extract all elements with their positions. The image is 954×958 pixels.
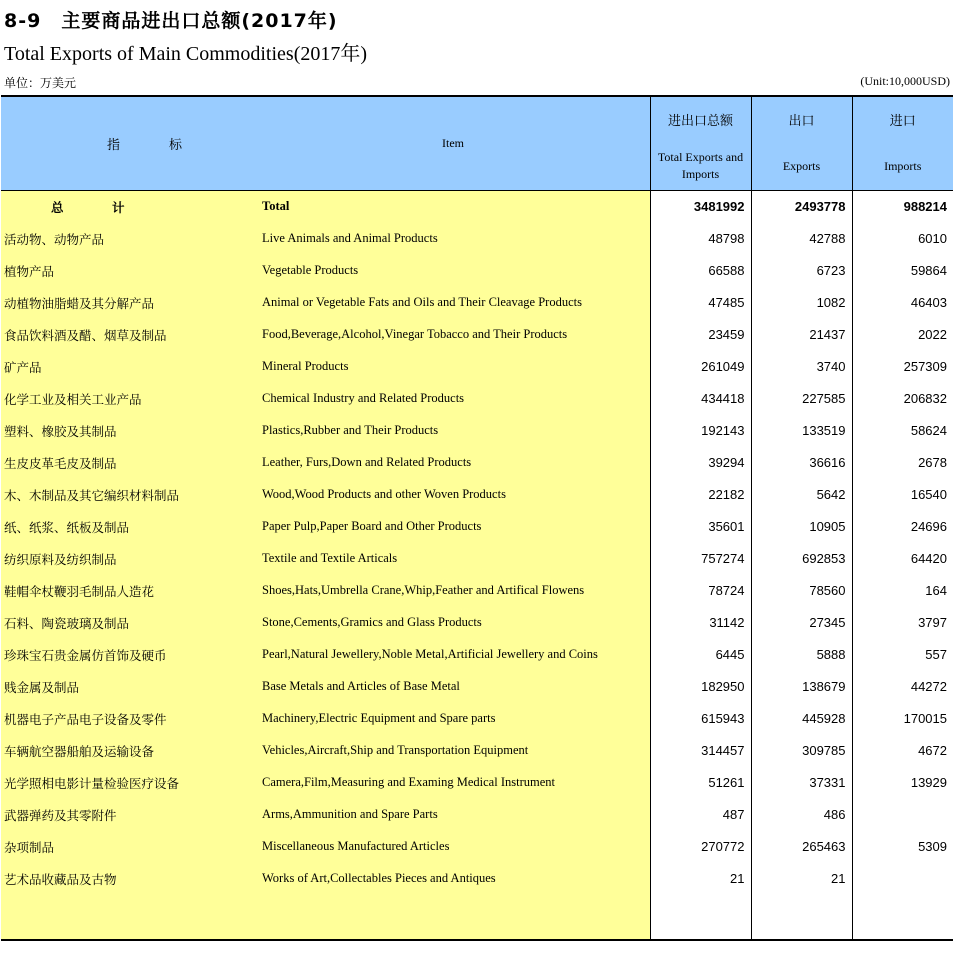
cell-total: 39294 bbox=[650, 447, 751, 479]
filler-cell bbox=[650, 895, 751, 940]
table-body bbox=[1, 190, 953, 940]
cell-imports: 3797 bbox=[852, 607, 953, 639]
cell-exports: 21437 bbox=[751, 319, 852, 351]
row-label-cn: 珍珠宝石贵金属仿首饰及硬币 bbox=[1, 639, 260, 671]
cell-imports: 4672 bbox=[852, 735, 953, 767]
table-row bbox=[1, 255, 953, 287]
table-row bbox=[1, 351, 953, 383]
cell-total: 757274 bbox=[650, 543, 751, 575]
cell-total: 51261 bbox=[650, 767, 751, 799]
row-label-cn: 艺术品收藏品及古物 bbox=[1, 863, 260, 895]
table-row bbox=[1, 319, 953, 351]
row-label-cn: 贱金属及制品 bbox=[1, 671, 260, 703]
row-label-en: Food,Beverage,Alcohol,Vinegar Tobacco and Their Products bbox=[260, 319, 650, 351]
cell-exports: 78560 bbox=[751, 575, 852, 607]
row-label-en: Animal or Vegetable Fats and Oils and Their Cleavage Products bbox=[260, 287, 650, 319]
row-label-en: Machinery,Electric Equipment and Spare parts bbox=[260, 703, 650, 735]
cell-total: 314457 bbox=[650, 735, 751, 767]
table-row bbox=[1, 543, 953, 575]
column-header-exports-en: Exports bbox=[782, 158, 821, 173]
row-label-cn: 鞋帽伞杖鞭羽毛制品人造花 bbox=[1, 575, 260, 607]
cell-exports: 6723 bbox=[751, 255, 852, 287]
cell-imports: 988214 bbox=[852, 190, 953, 223]
cell-exports: 3740 bbox=[751, 351, 852, 383]
row-label-cn: 纺织原料及纺织制品 bbox=[1, 543, 260, 575]
row-label-en: Base Metals and Articles of Base Metal bbox=[260, 671, 650, 703]
table-row bbox=[1, 607, 953, 639]
column-header-item: Item bbox=[260, 96, 650, 190]
cell-imports: 44272 bbox=[852, 671, 953, 703]
commodities-table bbox=[1, 95, 953, 941]
cell-total: 48798 bbox=[650, 223, 751, 255]
cell-imports: 24696 bbox=[852, 511, 953, 543]
filler-cell bbox=[260, 895, 650, 940]
page-title-en: Total Exports of Main Commodities(2017年) bbox=[4, 43, 368, 65]
cell-imports: 2022 bbox=[852, 319, 953, 351]
table-row bbox=[1, 799, 953, 831]
cell-total: 261049 bbox=[650, 351, 751, 383]
row-label-cn: 总 计 bbox=[1, 190, 260, 223]
table-row bbox=[1, 767, 953, 799]
row-label-cn: 石料、陶瓷玻璃及制品 bbox=[1, 607, 260, 639]
row-label-en: Pearl,Natural Jewellery,Noble Metal,Artificial Jewellery and Coins bbox=[260, 639, 650, 671]
cell-total: 6445 bbox=[650, 639, 751, 671]
cell-exports: 36616 bbox=[751, 447, 852, 479]
row-label-en: Textile and Textile Articals bbox=[260, 543, 650, 575]
table-row bbox=[1, 223, 953, 255]
row-label-en: Live Animals and Animal Products bbox=[260, 223, 650, 255]
unit-label-cn: 单位：万美元 bbox=[4, 76, 77, 90]
table-filler-row bbox=[1, 895, 953, 940]
cell-exports: 486 bbox=[751, 799, 852, 831]
column-header-total-en: Total Exports and Imports bbox=[657, 150, 744, 182]
cell-total: 47485 bbox=[650, 287, 751, 319]
cell-exports: 309785 bbox=[751, 735, 852, 767]
column-header-indicator: 指 标 bbox=[1, 96, 260, 190]
table-row bbox=[1, 287, 953, 319]
cell-imports bbox=[852, 799, 953, 831]
table-header bbox=[1, 96, 953, 190]
table-row bbox=[1, 863, 953, 895]
row-label-cn: 矿产品 bbox=[1, 351, 260, 383]
cell-exports: 37331 bbox=[751, 767, 852, 799]
row-label-en: Total bbox=[260, 190, 650, 223]
table-row bbox=[1, 831, 953, 863]
row-label-en: Chemical Industry and Related Products bbox=[260, 383, 650, 415]
table-row bbox=[1, 383, 953, 415]
table-row bbox=[1, 447, 953, 479]
cell-total: 35601 bbox=[650, 511, 751, 543]
table-row bbox=[1, 511, 953, 543]
cell-exports: 27345 bbox=[751, 607, 852, 639]
row-label-cn: 生皮皮革毛皮及制品 bbox=[1, 447, 260, 479]
cell-exports: 227585 bbox=[751, 383, 852, 415]
row-label-en: Paper Pulp,Paper Board and Other Products bbox=[260, 511, 650, 543]
column-header-imports bbox=[852, 96, 953, 190]
filler-cell bbox=[751, 895, 852, 940]
row-label-cn: 车辆航空器船舶及运输设备 bbox=[1, 735, 260, 767]
cell-exports: 133519 bbox=[751, 415, 852, 447]
filler-cell bbox=[1, 895, 260, 940]
row-label-en: Works of Art,Collectables Pieces and Antiques bbox=[260, 863, 650, 895]
cell-imports bbox=[852, 863, 953, 895]
row-label-cn: 植物产品 bbox=[1, 255, 260, 287]
cell-exports: 138679 bbox=[751, 671, 852, 703]
cell-total: 487 bbox=[650, 799, 751, 831]
table-row bbox=[1, 479, 953, 511]
cell-exports: 445928 bbox=[751, 703, 852, 735]
cell-exports: 5888 bbox=[751, 639, 852, 671]
cell-total: 434418 bbox=[650, 383, 751, 415]
column-header-exports-cn: 出口 bbox=[788, 114, 815, 130]
cell-total: 66588 bbox=[650, 255, 751, 287]
cell-exports: 42788 bbox=[751, 223, 852, 255]
cell-imports: 6010 bbox=[852, 223, 953, 255]
row-label-en: Arms,Ammunition and Spare Parts bbox=[260, 799, 650, 831]
cell-imports: 5309 bbox=[852, 831, 953, 863]
table-row bbox=[1, 639, 953, 671]
table-row bbox=[1, 671, 953, 703]
cell-total: 270772 bbox=[650, 831, 751, 863]
column-header-total-cn: 进出口总额 bbox=[667, 114, 733, 130]
row-label-en: Vehicles,Aircraft,Ship and Transportation Equipment bbox=[260, 735, 650, 767]
page-title-cn: 8-9 主要商品进出口总额(2017年) bbox=[4, 10, 338, 32]
row-label-cn: 化学工业及相关工业产品 bbox=[1, 383, 260, 415]
row-label-en: Mineral Products bbox=[260, 351, 650, 383]
table-row bbox=[1, 575, 953, 607]
cell-exports: 265463 bbox=[751, 831, 852, 863]
cell-imports: 164 bbox=[852, 575, 953, 607]
column-header-imports-cn: 进口 bbox=[889, 114, 916, 130]
unit-label-en: (Unit:10,000USD) bbox=[860, 74, 950, 88]
row-label-cn: 杂项制品 bbox=[1, 831, 260, 863]
cell-total: 182950 bbox=[650, 671, 751, 703]
cell-total: 22182 bbox=[650, 479, 751, 511]
cell-total: 615943 bbox=[650, 703, 751, 735]
row-label-cn: 机器电子产品电子设备及零件 bbox=[1, 703, 260, 735]
row-label-en: Leather, Furs,Down and Related Products bbox=[260, 447, 650, 479]
row-label-cn: 武器弹药及其零附件 bbox=[1, 799, 260, 831]
cell-exports: 692853 bbox=[751, 543, 852, 575]
cell-imports: 557 bbox=[852, 639, 953, 671]
table-row bbox=[1, 735, 953, 767]
row-label-cn: 光学照相电影计量检验医疗设备 bbox=[1, 767, 260, 799]
cell-imports: 16540 bbox=[852, 479, 953, 511]
row-label-en: Vegetable Products bbox=[260, 255, 650, 287]
row-label-en: Camera,Film,Measuring and Examing Medical Instrument bbox=[260, 767, 650, 799]
cell-imports: 170015 bbox=[852, 703, 953, 735]
cell-total: 192143 bbox=[650, 415, 751, 447]
cell-total: 21 bbox=[650, 863, 751, 895]
column-header-total bbox=[650, 96, 751, 190]
cell-imports: 64420 bbox=[852, 543, 953, 575]
cell-total: 78724 bbox=[650, 575, 751, 607]
column-header-imports-en: Imports bbox=[884, 158, 922, 173]
cell-imports: 257309 bbox=[852, 351, 953, 383]
cell-total: 3481992 bbox=[650, 190, 751, 223]
row-label-en: Shoes,Hats,Umbrella Crane,Whip,Feather and Artifical Flowens bbox=[260, 575, 650, 607]
cell-exports: 1082 bbox=[751, 287, 852, 319]
table-row bbox=[1, 415, 953, 447]
cell-imports: 59864 bbox=[852, 255, 953, 287]
cell-exports: 5642 bbox=[751, 479, 852, 511]
cell-imports: 13929 bbox=[852, 767, 953, 799]
cell-imports: 58624 bbox=[852, 415, 953, 447]
cell-imports: 2678 bbox=[852, 447, 953, 479]
row-label-en: Miscellaneous Manufactured Articles bbox=[260, 831, 650, 863]
row-label-en: Wood,Wood Products and other Woven Products bbox=[260, 479, 650, 511]
column-header-exports bbox=[751, 96, 852, 190]
table-row-total bbox=[1, 190, 953, 223]
row-label-en: Stone,Cements,Gramics and Glass Products bbox=[260, 607, 650, 639]
row-label-cn: 塑料、橡胶及其制品 bbox=[1, 415, 260, 447]
cell-exports: 10905 bbox=[751, 511, 852, 543]
row-label-cn: 食品饮料酒及醋、烟草及制品 bbox=[1, 319, 260, 351]
cell-total: 31142 bbox=[650, 607, 751, 639]
cell-exports: 21 bbox=[751, 863, 852, 895]
cell-imports: 206832 bbox=[852, 383, 953, 415]
cell-exports: 2493778 bbox=[751, 190, 852, 223]
cell-imports: 46403 bbox=[852, 287, 953, 319]
row-label-cn: 活动物、动物产品 bbox=[1, 223, 260, 255]
table-row bbox=[1, 703, 953, 735]
row-label-cn: 纸、纸浆、纸板及制品 bbox=[1, 511, 260, 543]
row-label-en: Plastics,Rubber and Their Products bbox=[260, 415, 650, 447]
filler-cell bbox=[852, 895, 953, 940]
row-label-cn: 木、木制品及其它编织材料制品 bbox=[1, 479, 260, 511]
cell-total: 23459 bbox=[650, 319, 751, 351]
row-label-cn: 动植物油脂蜡及其分解产品 bbox=[1, 287, 260, 319]
